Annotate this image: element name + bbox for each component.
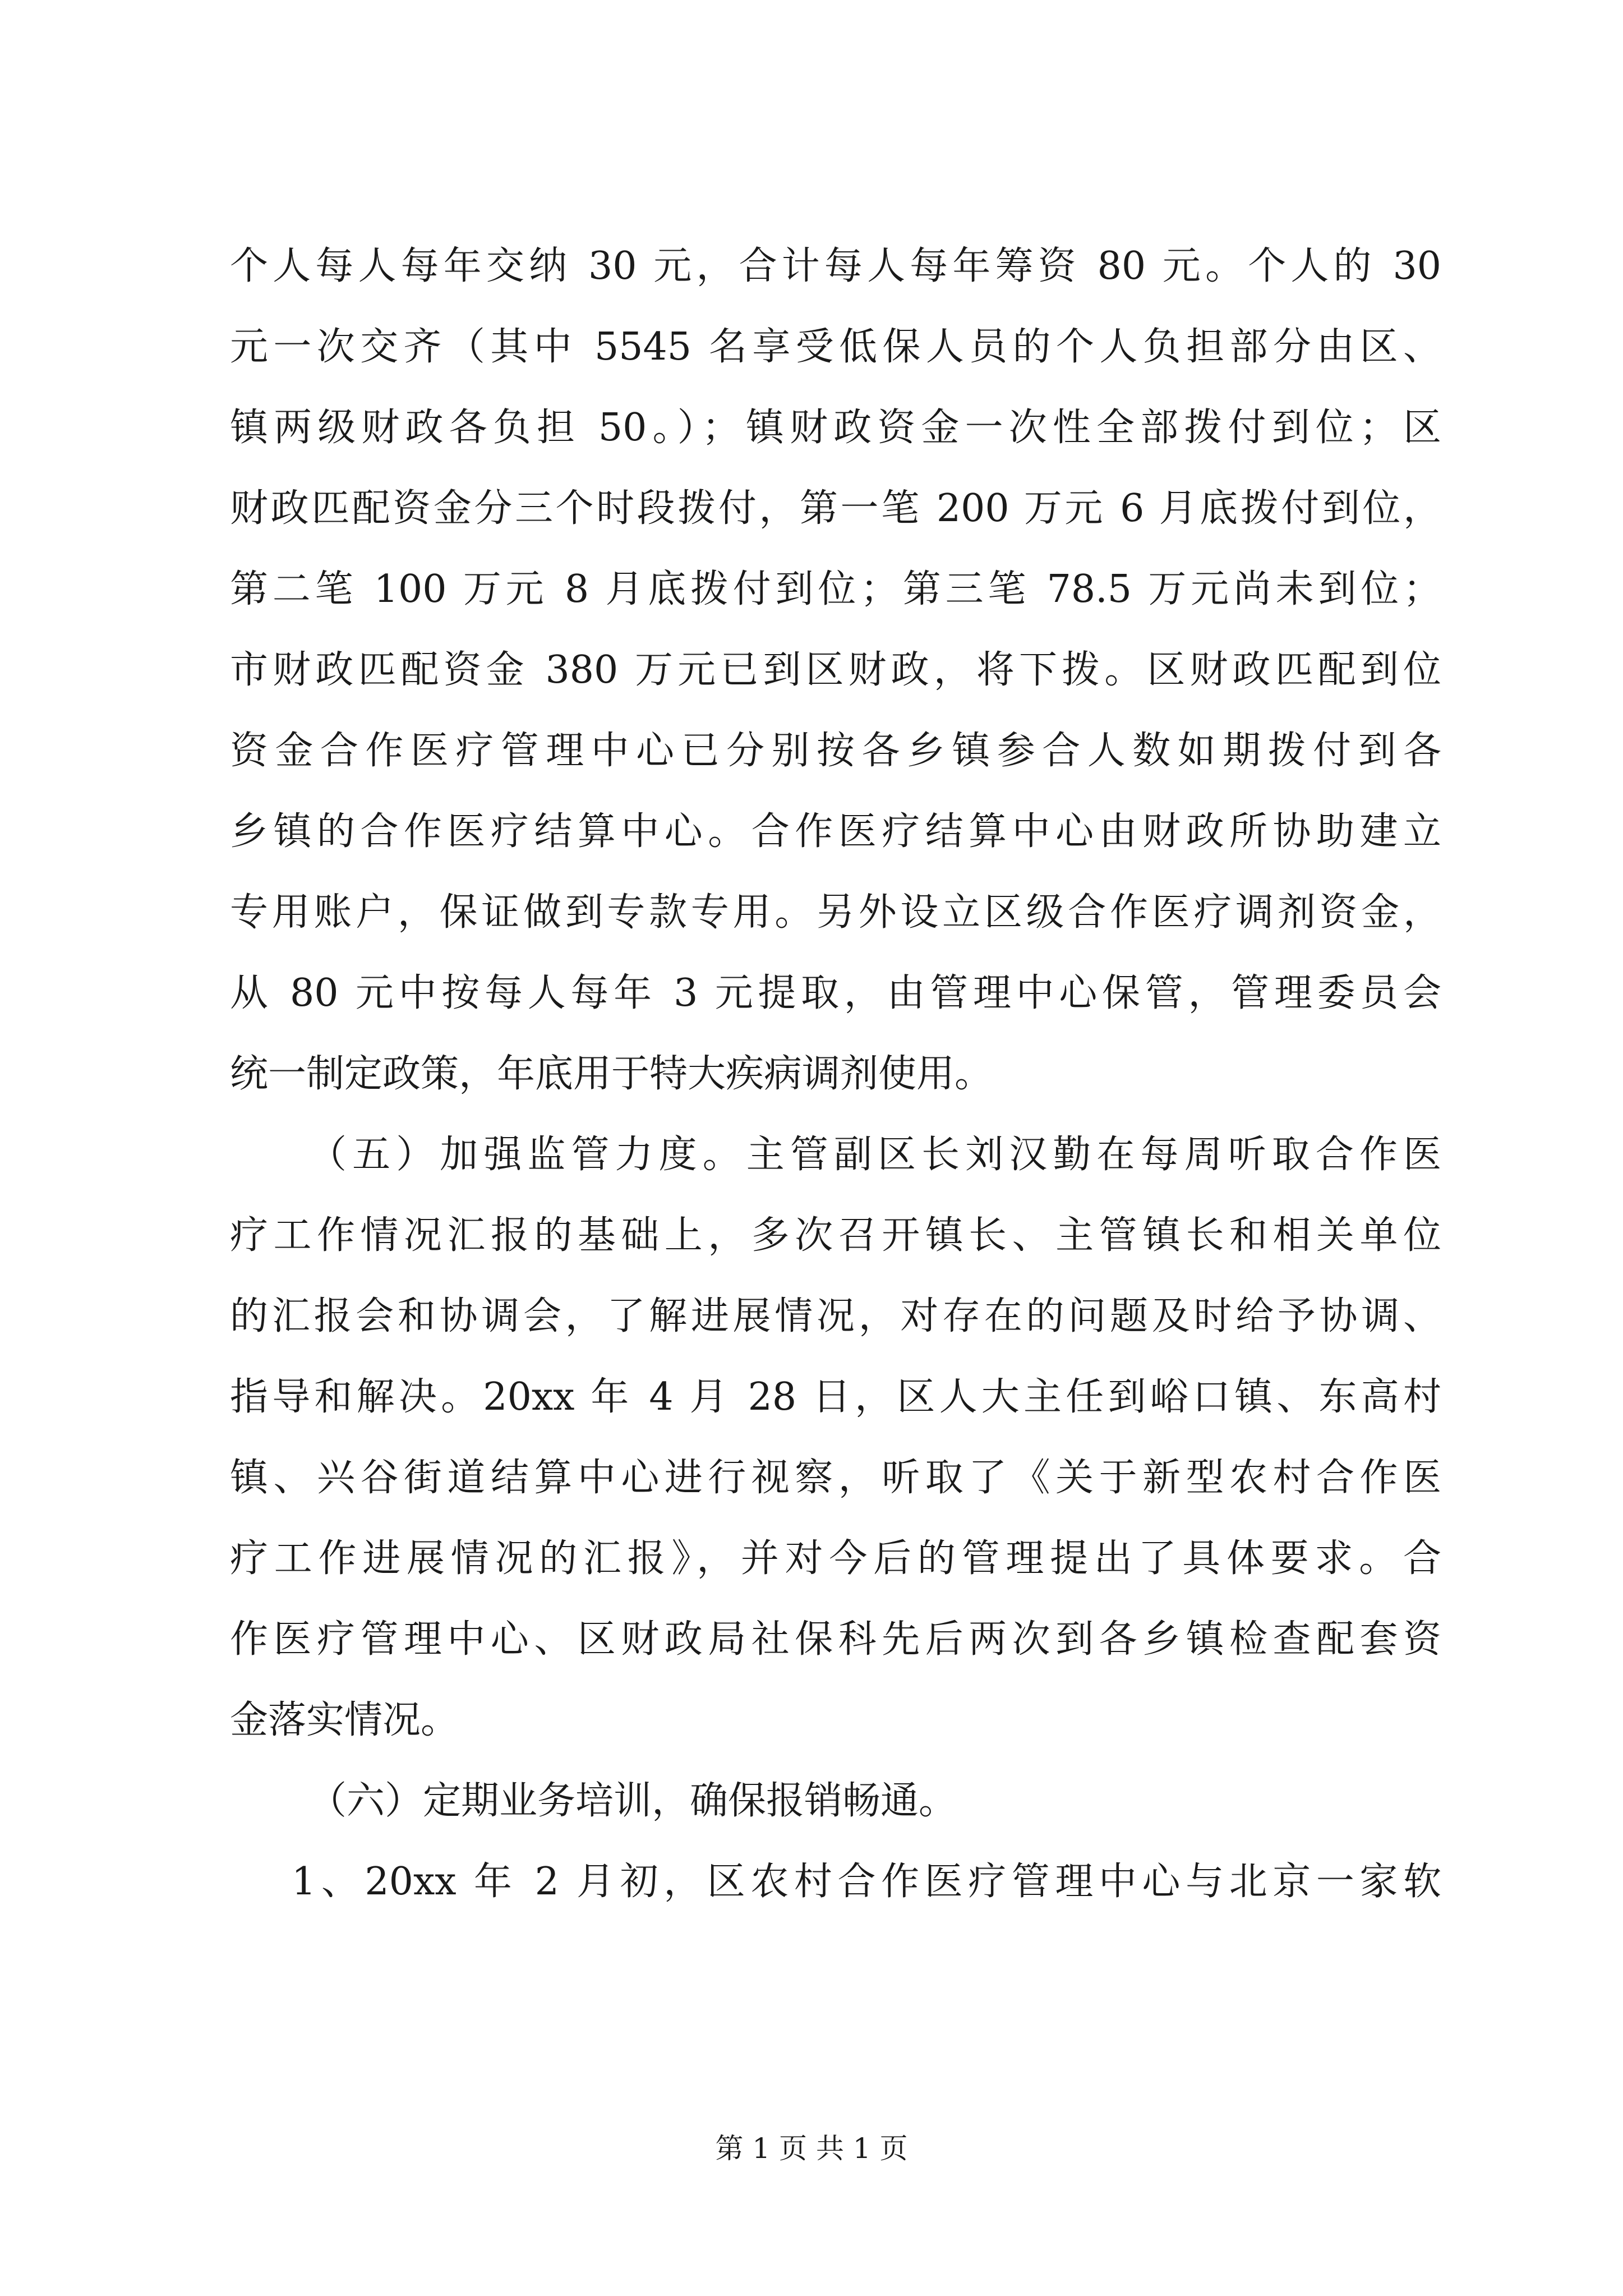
text-line: 镇、兴谷街道结算中心进行视察，听取了《关于新型农村合作医 (230, 1456, 1441, 1500)
paragraph-heading-6: （六）定期业务培训，确保报销畅通。 (308, 1779, 957, 1823)
text-line: 乡镇的合作医疗结算中心。合作医疗结算中心由财政所协助建立 (230, 809, 1441, 854)
page-footer: 第 1 页 共 1 页 (715, 2132, 908, 2165)
text-line: 疗工作进展情况的汇报》，并对今后的管理提出了具体要求。合 (230, 1536, 1441, 1581)
text-line: 专用账户，保证做到专款专用。另外设立区级合作医疗调剂资金， (230, 890, 1441, 935)
text-line: 指导和解决。20xx 年 4 月 28 日，区人大主任到峪口镇、东高村 (230, 1375, 1441, 1419)
text-line: 疗工作情况汇报的基础上，多次召开镇长、主管镇长和相关单位 (230, 1213, 1441, 1258)
text-line: 镇两级财政各负担 50。）；镇财政资金一次性全部拨付到位；区 (230, 406, 1441, 450)
text-line: 元一次交齐（其中 5545 名享受低保人员的个人负担部分由区、 (230, 325, 1441, 369)
paragraph-heading-5: （五）加强监管力度。主管副区长刘汉勤在每周听取合作医 (308, 1133, 1441, 1177)
text-line: 的汇报会和协调会，了解进展情况，对存在的问题及时给予协调、 (230, 1294, 1441, 1338)
text-line: 统一制定政策，年底用于特大疾病调剂使用。 (230, 1052, 993, 1096)
list-item-1: 1、20xx 年 2 月初，区农村合作医疗管理中心与北京一家软 (292, 1860, 1441, 1904)
text-line: 财政匹配资金分三个时段拨付，第一笔 200 万元 6 月底拨付到位， (230, 486, 1441, 531)
text-line: 第二笔 100 万元 8 月底拨付到位；第三笔 78.5 万元尚未到位； (230, 567, 1441, 611)
text-line: 从 80 元中按每人每年 3 元提取，由管理中心保管，管理委员会 (230, 971, 1441, 1015)
text-line: 个人每人每年交纳 30 元，合计每人每年筹资 80 元。个人的 30 (230, 244, 1441, 288)
text-line: 金落实情况。 (230, 1698, 459, 1742)
text-line: 作医疗管理中心、区财政局社保科先后两次到各乡镇检查配套资 (230, 1617, 1441, 1662)
text-line: 市财政匹配资金 380 万元已到区财政，将下拨。区财政匹配到位 (230, 648, 1441, 692)
text-line: 资金合作医疗管理中心已分别按各乡镇参合人数如期拨付到各 (230, 729, 1441, 773)
